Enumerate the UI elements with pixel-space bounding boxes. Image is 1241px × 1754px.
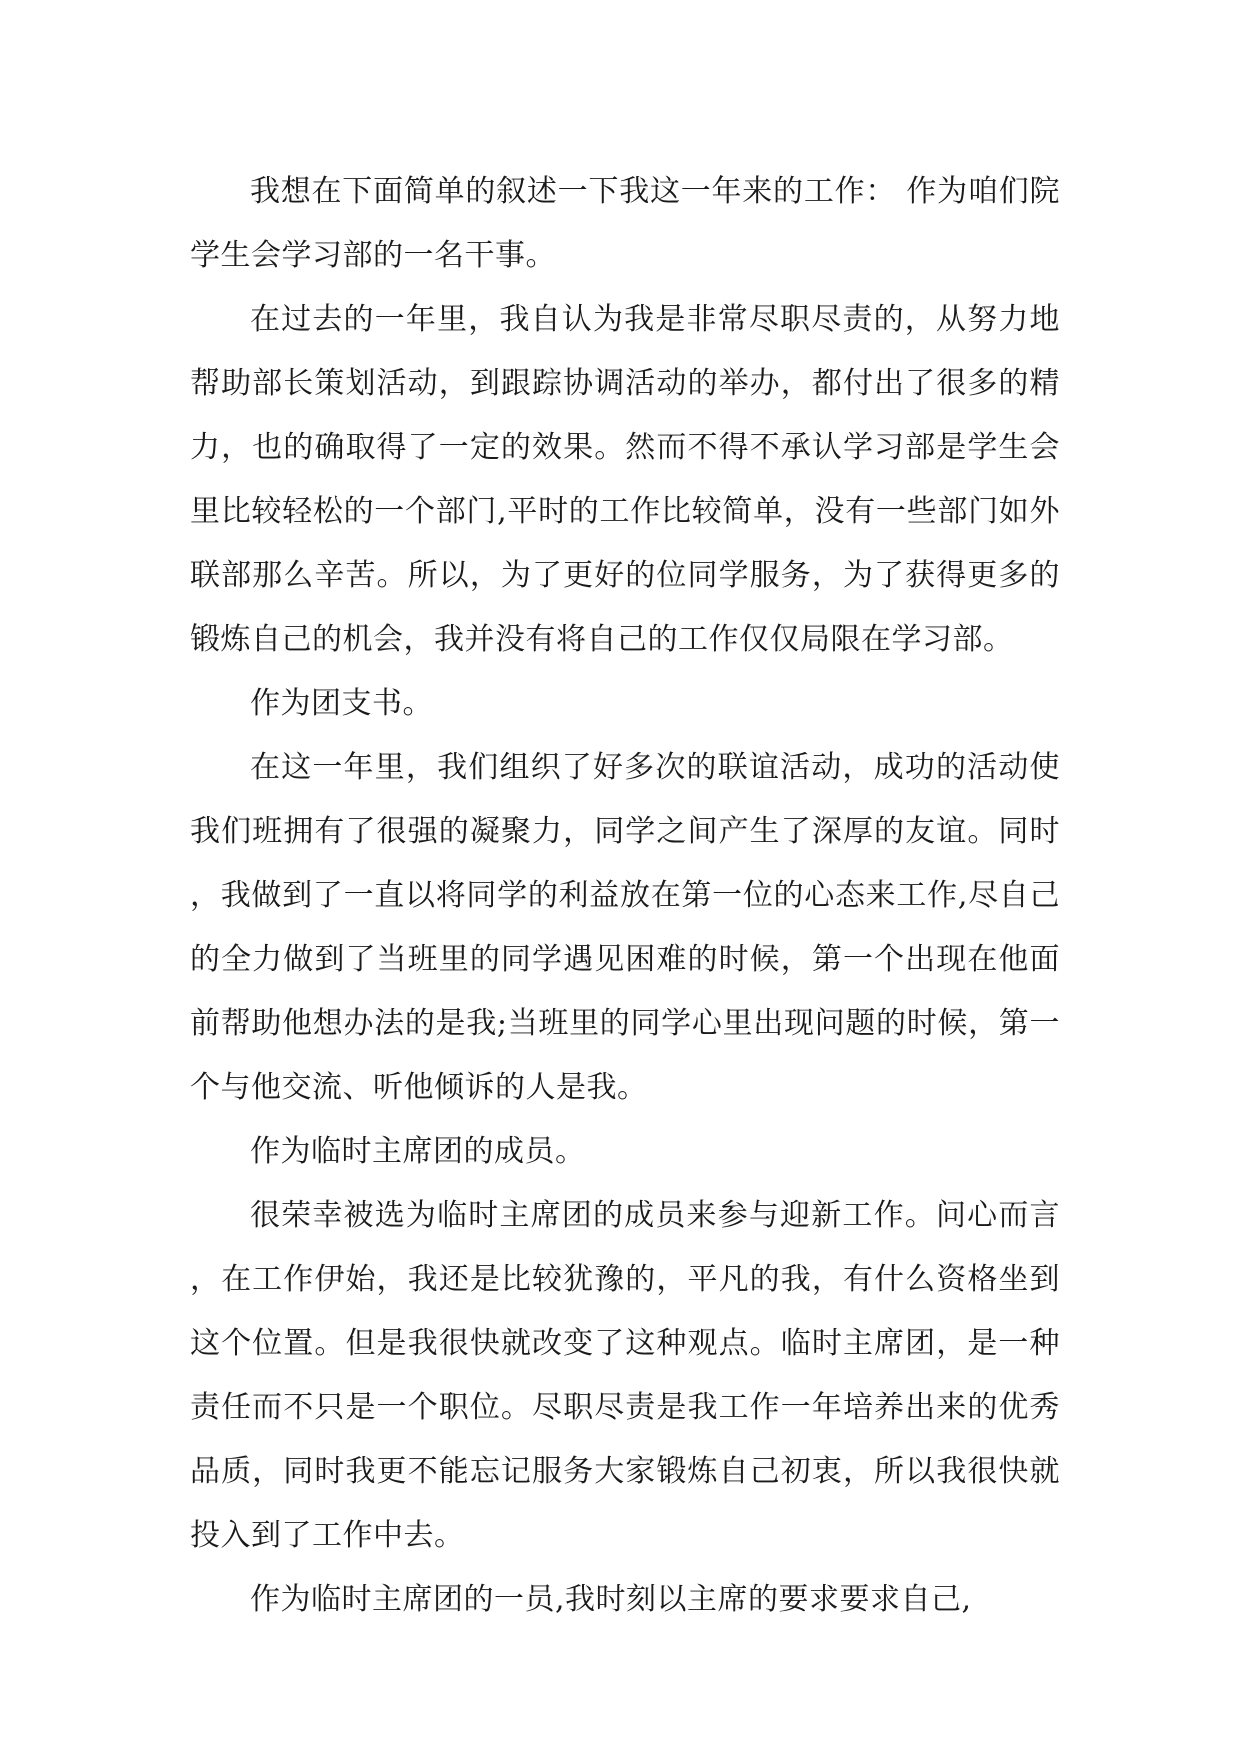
paragraph-intro: 我想在下面简单的叙述一下我这一年来的工作： 作为咱们院学生会学习部的一名干事。	[190, 174, 1060, 273]
heading-league-secretary: 作为团支书。	[250, 686, 433, 721]
paragraph-presidium-member: 很荣幸被选为临时主席团的成员来参与迎新工作。问心而言，在工作伊始，我还是比较犹豫的，平凡的我，有什么资格坐到这个位置。但是我很快就改变了这种观点。临时主席团，是一种责任而不只是一个职位。尽职尽责是我工作一年培养出来的优秀品质，同时我更不能忘记服务大家锻炼自己初衷，所以我很快就投入到了工作中去。	[190, 1198, 1060, 1553]
heading-presidium-member: 作为临时主席团的成员。	[250, 1134, 586, 1169]
document-body	[190, 160, 1060, 1632]
paragraph-study-department: 在过去的一年里，我自认为我是非常尽职尽责的，从努力地帮助部长策划活动，到跟踪协调活动的举办，都付出了很多的精力，也的确取得了一定的效果。然而不得不承认学习部是学生会里比较轻松的一个部门,平时的工作比较简单，没有一些部门如外联部那么辛苦。所以，为了更好的位同学服务，为了获得更多的锻炼自己的机会，我并没有将自己的工作仅仅局限在学习部。	[190, 302, 1060, 657]
paragraph-league-secretary: 在这一年里，我们组织了好多次的联谊活动，成功的活动使我们班拥有了很强的凝聚力，同学之间产生了深厚的友谊。同时，我做到了一直以将同学的利益放在第一位的心态来工作,尽自己的全力做到了当班里的同学遇见困难的时候，第一个出现在他面前帮助他想办法的是我;当班里的同学心里出现问题的时候，第一个与他交流、听他倾诉的人是我。	[190, 750, 1060, 1105]
paragraph-presidium-continued: 作为临时主席团的一员,我时刻以主席的要求要求自己,	[250, 1582, 972, 1617]
